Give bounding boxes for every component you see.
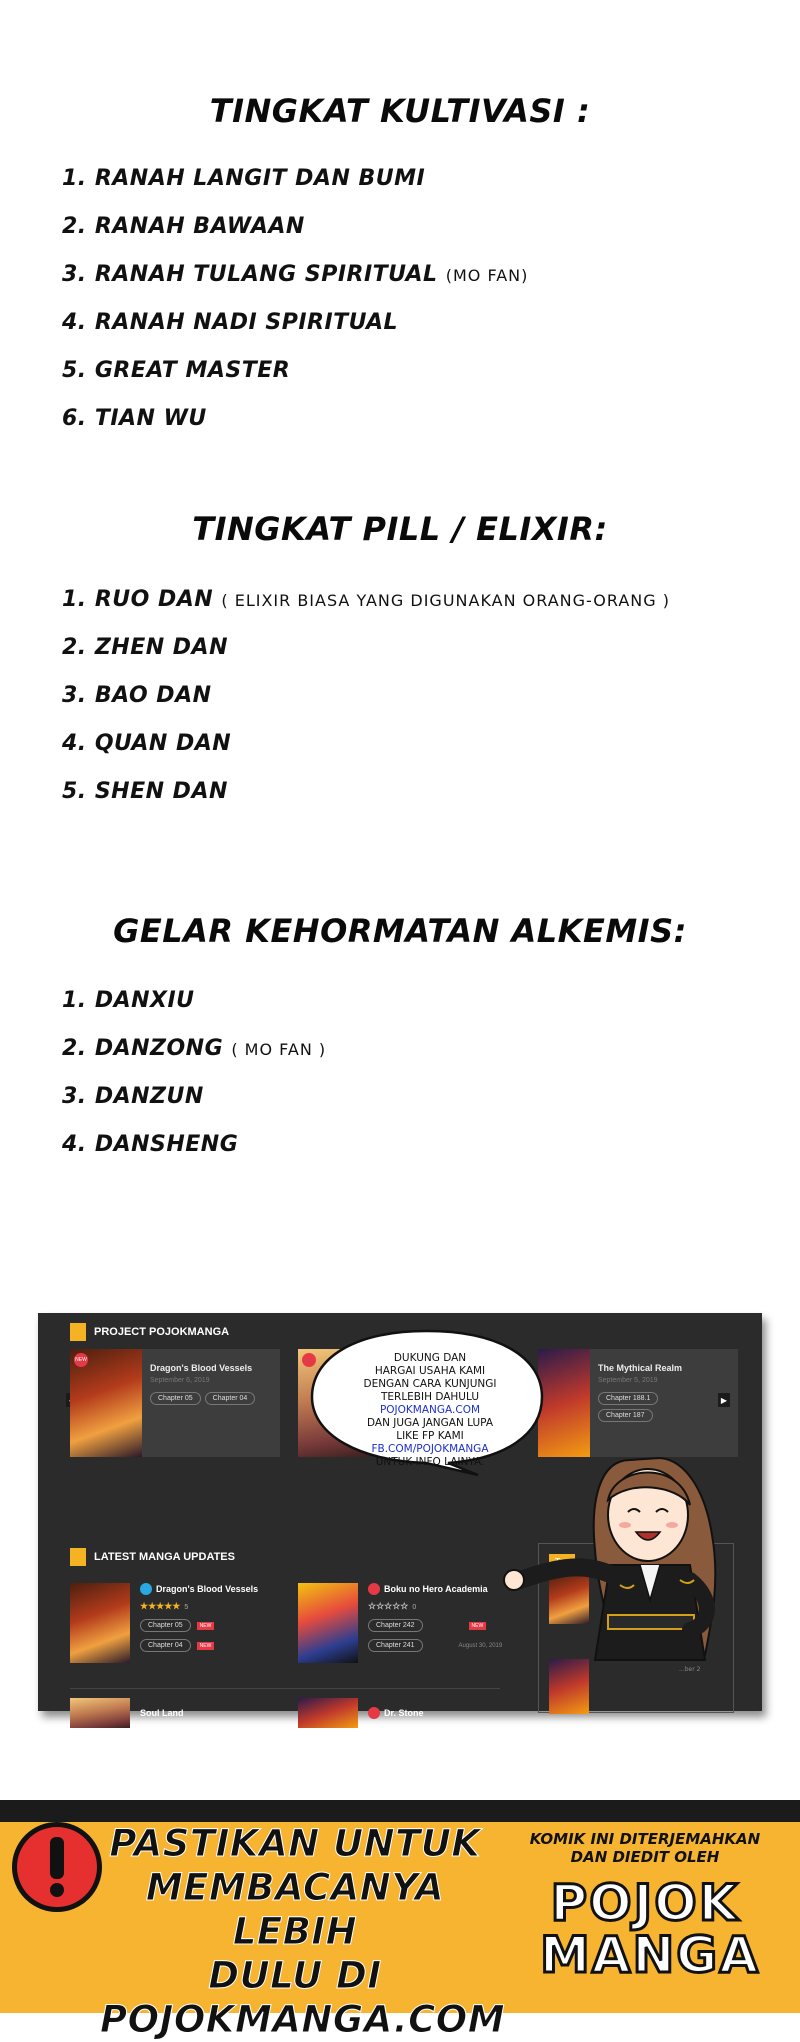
facebook-link[interactable]: FB.COM/POJOKMANGA bbox=[371, 1443, 489, 1455]
banner-website[interactable]: POJOKMANGA.COM bbox=[100, 1998, 506, 2041]
promo-banner bbox=[0, 1800, 800, 2041]
list-item: 2. RANAH BAWAAN bbox=[62, 214, 305, 239]
list-item: 1. RANAH LANGIT DAN BUMI bbox=[62, 166, 426, 191]
list-item: 2. DANZONG ( MO FAN ) bbox=[62, 1036, 327, 1061]
flag-icon bbox=[70, 1323, 86, 1341]
manga-date: September 6, 2019 bbox=[150, 1377, 210, 1384]
banner-message: PASTIKAN UNTUK MEMBACANYA LEBIH DULU DI POJOKMANGA.COM bbox=[100, 1822, 506, 2041]
carousel-next-arrow[interactable]: ▶ bbox=[718, 1393, 730, 1407]
chapter-chip[interactable]: Chapter 187 bbox=[598, 1409, 653, 1422]
manga-cover bbox=[70, 1583, 130, 1663]
list-gelar-kehormatan bbox=[62, 988, 326, 1180]
list-item: 3. RANAH TULANG SPIRITUAL (MO FAN) bbox=[62, 262, 529, 287]
hot-icon bbox=[368, 1583, 380, 1595]
list-item: 5. SHEN DAN bbox=[62, 779, 228, 804]
new-badge: NEW bbox=[74, 1353, 88, 1367]
chapter-chip[interactable]: Chapter 04 bbox=[205, 1392, 256, 1405]
status-icon bbox=[140, 1583, 152, 1595]
divider bbox=[70, 1688, 500, 1689]
manga-cover bbox=[298, 1698, 358, 1728]
manga-cover bbox=[70, 1698, 130, 1728]
list-item: 1. RUO DAN ( ELIXIR BIASA YANG DIGUNAKAN ORANG-ORANG ) bbox=[62, 587, 670, 612]
list-item: 4. DANSHENG bbox=[62, 1132, 239, 1157]
list-item: 1. DANXIU bbox=[62, 988, 195, 1013]
heading-tingkat-kultivasi: TINGKAT KULTIVASI : bbox=[209, 92, 591, 130]
latest-section-title: LATEST MANGA UPDATES bbox=[70, 1548, 235, 1566]
chapter-chip[interactable]: Chapter 04 bbox=[140, 1639, 191, 1652]
project-section-title: PROJECT POJOKMANGA bbox=[70, 1323, 229, 1341]
list-item: 4. RANAH NADI SPIRITUAL bbox=[62, 310, 399, 335]
website-link[interactable]: POJOKMANGA.COM bbox=[379, 1404, 481, 1416]
update-item[interactable] bbox=[70, 1583, 258, 1663]
hot-icon bbox=[368, 1707, 380, 1719]
new-label: NEW bbox=[197, 1622, 215, 1630]
manga-title[interactable]: Boku no Hero Academia bbox=[384, 1584, 488, 1594]
list-tingkat-pill bbox=[62, 587, 670, 827]
chapter-chip[interactable]: Chapter 188.1 bbox=[598, 1392, 658, 1405]
chapter-chip[interactable]: Chapter 05 bbox=[150, 1392, 201, 1405]
list-item: 4. QUAN DAN bbox=[62, 731, 232, 756]
chapter-chip[interactable]: Chapter 05 bbox=[140, 1619, 191, 1632]
flag-icon bbox=[70, 1548, 86, 1566]
new-label: NEW bbox=[197, 1642, 215, 1650]
list-item: 3. DANZUN bbox=[62, 1084, 204, 1109]
rating-stars: ★★★★★ 5 bbox=[140, 1601, 189, 1611]
manga-cover bbox=[70, 1349, 142, 1457]
manga-title[interactable]: Dr. Stone bbox=[384, 1708, 424, 1718]
update-item[interactable] bbox=[70, 1698, 184, 1728]
list-item-note: (MO FAN) bbox=[445, 266, 529, 285]
update-item[interactable] bbox=[298, 1698, 424, 1728]
pojokmanga-logo[interactable]: POJOK MANGA bbox=[540, 1874, 761, 1984]
manga-cover bbox=[298, 1583, 358, 1663]
new-label: NEW bbox=[469, 1622, 487, 1630]
list-item: 5. GREAT MASTER bbox=[62, 358, 291, 383]
list-item: 3. BAO DAN bbox=[62, 683, 212, 708]
speech-bubble-text: DUKUNG DAN HARGAI USAHA KAMI DENGAN CARA KUNJUNGI TERLEBIH DAHULU POJOKMANGA.COM DAN JUGA JANGAN LUPA LIKE FP KAMI FB.COM/POJOKMANGA UNTUK INFO LAINYA. bbox=[350, 1352, 510, 1469]
manga-date: September 5, 2019 bbox=[598, 1377, 658, 1384]
translator-credit: KOMIK INI DITERJEMAHKAN DAN DIEDIT OLEH bbox=[529, 1830, 761, 1866]
update-date: August 30, 2019 bbox=[458, 1642, 503, 1649]
list-item-note: ( MO FAN ) bbox=[231, 1040, 327, 1059]
manga-title[interactable]: Dragon's Blood Vessels bbox=[156, 1584, 259, 1594]
update-item[interactable] bbox=[298, 1583, 502, 1663]
heading-gelar-kehormatan: GELAR KEHORMATAN ALKEMIS: bbox=[113, 912, 687, 950]
heading-tingkat-pill: TINGKAT PILL / ELIXIR: bbox=[192, 510, 608, 548]
sidebar-tab[interactable]: Top bbox=[549, 1554, 575, 1569]
manga-title[interactable]: The Mythical Realm bbox=[598, 1363, 683, 1373]
manga-title[interactable]: Soul Land bbox=[140, 1708, 184, 1718]
list-tingkat-kultivasi bbox=[62, 166, 528, 454]
list-item-note: ( ELIXIR BIASA YANG DIGUNAKAN ORANG-ORANG ) bbox=[221, 591, 670, 610]
exclamation-icon bbox=[12, 1822, 102, 1912]
side-date: ...ber 2 bbox=[679, 1666, 701, 1673]
mascot-character-illustration bbox=[490, 1440, 750, 1700]
chapter-chip[interactable]: Chapter 242 bbox=[368, 1619, 423, 1632]
project-card[interactable] bbox=[70, 1349, 280, 1457]
chapter-chip[interactable]: Chapter 241 bbox=[368, 1639, 423, 1652]
manga-title[interactable]: Dragon's Blood Vessels bbox=[150, 1363, 253, 1373]
rating-stars: ☆☆☆☆☆ 0 bbox=[368, 1601, 417, 1611]
list-item: 2. ZHEN DAN bbox=[62, 635, 228, 660]
list-item: 6. TIAN WU bbox=[62, 406, 207, 431]
banner-top-bar bbox=[0, 1800, 800, 1822]
